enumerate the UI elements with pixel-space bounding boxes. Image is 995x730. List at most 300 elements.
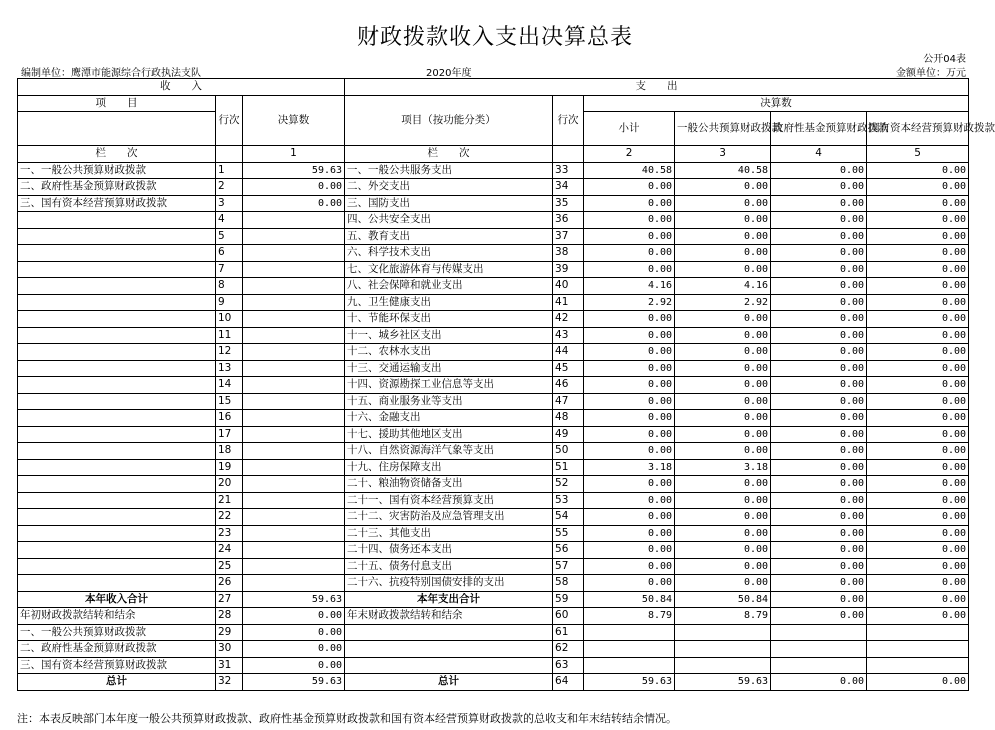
income-item-header: 项 目 <box>18 95 216 112</box>
income-row-no: 5 <box>216 228 243 245</box>
gov-fund-value: 0.00 <box>771 426 867 443</box>
table-row <box>18 195 969 212</box>
state-capital-value: 0.00 <box>867 195 969 212</box>
expense-item: 十四、资源勘探工业信息等支出 <box>345 377 553 394</box>
table-row <box>18 327 969 344</box>
footnote: 注：本表反映部门本年度一般公共预算财政拨款、政府性基金预算财政拨款和国有资本经营预算财政拨款的总收支和年末结转结余情况。 <box>17 712 677 725</box>
income-amount <box>243 393 345 410</box>
income-amount <box>243 542 345 559</box>
general-budget-value: 0.00 <box>675 360 771 377</box>
income-total-label: 本年收入合计 <box>18 591 216 608</box>
expense-row-no: 45 <box>553 360 584 377</box>
income-item <box>18 410 216 427</box>
subtotal-value: 0.00 <box>584 542 675 559</box>
gov-fund-value: 0.00 <box>771 492 867 509</box>
income-item <box>18 542 216 559</box>
expense-row-no: 63 <box>553 657 584 674</box>
gov-fund-value: 0.00 <box>771 245 867 262</box>
income-amount <box>243 245 345 262</box>
table-row <box>18 228 969 245</box>
state-capital-value: 0.00 <box>867 459 969 476</box>
subtotal-value: 0.00 <box>584 509 675 526</box>
general-budget-value: 0.00 <box>675 195 771 212</box>
expense-item: 九、卫生健康支出 <box>345 294 553 311</box>
state-capital-value: 0.00 <box>867 476 969 493</box>
table-row <box>18 459 969 476</box>
table-row <box>18 426 969 443</box>
subtotal-value: 0.00 <box>584 426 675 443</box>
table-row <box>18 476 969 493</box>
subtotal-value: 0.00 <box>584 492 675 509</box>
blank-cell <box>867 641 969 658</box>
table-row <box>18 492 969 509</box>
income-item <box>18 393 216 410</box>
col-index-1: 1 <box>243 146 345 163</box>
gov-fund-value: 0.00 <box>771 179 867 196</box>
income-amount: 59.63 <box>243 162 345 179</box>
income-row-no: 24 <box>216 542 243 559</box>
income-amount <box>243 426 345 443</box>
general-budget-value: 0.00 <box>675 212 771 229</box>
general-budget-value: 0.00 <box>675 410 771 427</box>
subtotal-value: 0.00 <box>584 195 675 212</box>
expense-row-no: 56 <box>553 542 584 559</box>
table-row <box>18 344 969 361</box>
table-row <box>18 393 969 410</box>
state-capital-value: 0.00 <box>867 162 969 179</box>
general-budget-value: 59.63 <box>675 674 771 691</box>
expense-row-no: 55 <box>553 525 584 542</box>
income-row-no: 21 <box>216 492 243 509</box>
income-amount <box>243 360 345 377</box>
general-budget-value: 0.00 <box>675 311 771 328</box>
gov-fund-value: 0.00 <box>771 344 867 361</box>
unit-info <box>21 64 201 79</box>
gov-fund-value: 0.00 <box>771 509 867 526</box>
expense-row-no: 64 <box>553 674 584 691</box>
income-item: 三、国有资本经营预算财政拨款 <box>18 195 216 212</box>
expense-row-no: 48 <box>553 410 584 427</box>
income-item <box>18 525 216 542</box>
expense-item: 二、外交支出 <box>345 179 553 196</box>
income-row-no: 28 <box>216 608 243 625</box>
income-amount <box>243 261 345 278</box>
income-item <box>18 575 216 592</box>
income-row-no: 15 <box>216 393 243 410</box>
form-code: 公开04表 <box>923 54 966 65</box>
income-amount <box>243 311 345 328</box>
general-budget-value: 50.84 <box>675 591 771 608</box>
blank-cell <box>584 624 675 641</box>
general-budget-value: 0.00 <box>675 393 771 410</box>
subtotal-value: 0.00 <box>584 327 675 344</box>
general-budget-value: 0.00 <box>675 476 771 493</box>
carry-in-item-label: 二、政府性基金预算财政拨款 <box>18 641 216 658</box>
income-header: 收 入 <box>18 79 345 96</box>
table-row <box>18 245 969 262</box>
expense-row-no: 33 <box>553 162 584 179</box>
subtotal-value: 0.00 <box>584 245 675 262</box>
gov-fund-value: 0.00 <box>771 278 867 295</box>
final-amount-group-header: 决算数 <box>584 95 969 112</box>
state-capital-value: 0.00 <box>867 443 969 460</box>
state-capital-value: 0.00 <box>867 674 969 691</box>
subtotal-value: 0.00 <box>584 261 675 278</box>
expense-item: 二十五、债务付息支出 <box>345 558 553 575</box>
expense-item: 十七、援助其他地区支出 <box>345 426 553 443</box>
expense-item: 十一、城乡社区支出 <box>345 327 553 344</box>
income-row-no: 4 <box>216 212 243 229</box>
state-capital-value: 0.00 <box>867 245 969 262</box>
blank-cell <box>675 641 771 658</box>
gov-fund-value: 0.00 <box>771 525 867 542</box>
income-amount <box>243 443 345 460</box>
income-item <box>18 459 216 476</box>
carry-in-item-amount: 0.00 <box>243 657 345 674</box>
gov-fund-value: 0.00 <box>771 327 867 344</box>
blank-cell <box>584 641 675 658</box>
table-row <box>18 657 969 674</box>
blank-cell <box>345 641 553 658</box>
income-item <box>18 212 216 229</box>
blank-cell <box>216 146 243 163</box>
col-index-2: 2 <box>584 146 675 163</box>
expense-item: 二十、粮油物资储备支出 <box>345 476 553 493</box>
expense-row-no: 49 <box>553 426 584 443</box>
subtotal-value: 4.16 <box>584 278 675 295</box>
income-amount <box>243 410 345 427</box>
income-row-no: 2 <box>216 179 243 196</box>
expense-row-no: 38 <box>553 245 584 262</box>
blank-cell <box>345 624 553 641</box>
gov-fund-value: 0.00 <box>771 162 867 179</box>
report-year: 2020年度 <box>426 68 472 79</box>
gov-fund-value: 0.00 <box>771 591 867 608</box>
income-amount <box>243 558 345 575</box>
general-budget-value: 0.00 <box>675 228 771 245</box>
expense-row-no: 46 <box>553 377 584 394</box>
table-row <box>18 443 969 460</box>
income-row-no: 29 <box>216 624 243 641</box>
blank-cell <box>771 641 867 658</box>
subtotal-value: 0.00 <box>584 410 675 427</box>
expense-row-no: 41 <box>553 294 584 311</box>
table-row <box>18 294 969 311</box>
expense-item: 十三、交通运输支出 <box>345 360 553 377</box>
expense-row-no: 53 <box>553 492 584 509</box>
income-item <box>18 228 216 245</box>
income-item-blank <box>18 112 216 146</box>
income-row-no: 7 <box>216 261 243 278</box>
carry-in-item-amount: 0.00 <box>243 624 345 641</box>
state-capital-value: 0.00 <box>867 360 969 377</box>
table-row <box>18 591 969 608</box>
subtotal-value: 40.58 <box>584 162 675 179</box>
state-capital-value: 0.00 <box>867 426 969 443</box>
expense-rowno-header: 行次 <box>553 95 584 146</box>
header-row-1 <box>18 79 969 96</box>
expense-item: 十、节能环保支出 <box>345 311 553 328</box>
income-row-no: 23 <box>216 525 243 542</box>
income-row-no: 11 <box>216 327 243 344</box>
blank-cell <box>771 624 867 641</box>
income-amount <box>243 228 345 245</box>
blank-cell <box>867 657 969 674</box>
state-capital-value: 0.00 <box>867 212 969 229</box>
expense-row-no: 39 <box>553 261 584 278</box>
income-amount <box>243 377 345 394</box>
table-row <box>18 212 969 229</box>
state-capital-value: 0.00 <box>867 542 969 559</box>
expense-item: 六、科学技术支出 <box>345 245 553 262</box>
subtotal-value: 2.92 <box>584 294 675 311</box>
income-item <box>18 492 216 509</box>
income-amount <box>243 459 345 476</box>
expense-row-no: 57 <box>553 558 584 575</box>
carry-out-label: 年末财政拨款结转和结余 <box>345 608 553 625</box>
state-capital-value: 0.00 <box>867 393 969 410</box>
expense-item: 四、公共安全支出 <box>345 212 553 229</box>
table-row <box>18 261 969 278</box>
income-item <box>18 311 216 328</box>
table-row <box>18 641 969 658</box>
carry-in-item-label: 一、一般公共预算财政拨款 <box>18 624 216 641</box>
subtotal-value: 8.79 <box>584 608 675 625</box>
general-budget-value: 4.16 <box>675 278 771 295</box>
state-capital-header: 国有资本经营预算财政拨款 <box>867 112 969 146</box>
income-row-no: 13 <box>216 360 243 377</box>
blank-cell <box>553 146 584 163</box>
table-row <box>18 558 969 575</box>
table-row <box>18 542 969 559</box>
expense-row-no: 60 <box>553 608 584 625</box>
income-item <box>18 443 216 460</box>
state-capital-value: 0.00 <box>867 575 969 592</box>
subtotal-value: 0.00 <box>584 344 675 361</box>
general-budget-value: 0.00 <box>675 327 771 344</box>
expense-row-no: 35 <box>553 195 584 212</box>
income-item <box>18 278 216 295</box>
income-item <box>18 327 216 344</box>
subtotal-value: 0.00 <box>584 443 675 460</box>
income-rowno-header: 行次 <box>216 95 243 146</box>
income-item <box>18 558 216 575</box>
subtotal-value: 0.00 <box>584 311 675 328</box>
state-capital-value: 0.00 <box>867 591 969 608</box>
blank-cell <box>675 657 771 674</box>
page-title: 财政拨款收入支出决算总表 <box>356 25 633 50</box>
expense-row-no: 37 <box>553 228 584 245</box>
income-amount <box>243 492 345 509</box>
subtotal-value: 0.00 <box>584 476 675 493</box>
table-row <box>18 377 969 394</box>
gov-fund-value: 0.00 <box>771 575 867 592</box>
state-capital-value: 0.00 <box>867 311 969 328</box>
expense-row-no: 59 <box>553 591 584 608</box>
state-capital-value: 0.00 <box>867 278 969 295</box>
income-row-no: 17 <box>216 426 243 443</box>
expense-item: 十二、农林水支出 <box>345 344 553 361</box>
table-row <box>18 525 969 542</box>
expense-item: 十五、商业服务业等支出 <box>345 393 553 410</box>
income-row-no: 8 <box>216 278 243 295</box>
expense-item: 十六、金融支出 <box>345 410 553 427</box>
table-row <box>18 624 969 641</box>
gov-fund-value: 0.00 <box>771 674 867 691</box>
subtotal-value: 0.00 <box>584 525 675 542</box>
income-row-no: 30 <box>216 641 243 658</box>
income-amount-header: 决算数 <box>243 95 345 146</box>
income-item <box>18 294 216 311</box>
state-capital-value: 0.00 <box>867 327 969 344</box>
income-row-no: 20 <box>216 476 243 493</box>
gov-fund-value: 0.00 <box>771 459 867 476</box>
gov-fund-value: 0.00 <box>771 558 867 575</box>
state-capital-value: 0.00 <box>867 344 969 361</box>
income-item <box>18 360 216 377</box>
subtotal-value: 50.84 <box>584 591 675 608</box>
subtotal-value: 0.00 <box>584 179 675 196</box>
income-amount: 0.00 <box>243 195 345 212</box>
state-capital-value: 0.00 <box>867 525 969 542</box>
income-row-no: 6 <box>216 245 243 262</box>
blank-cell <box>675 624 771 641</box>
state-capital-value: 0.00 <box>867 492 969 509</box>
income-amount <box>243 476 345 493</box>
carry-in-item-label: 三、国有资本经营预算财政拨款 <box>18 657 216 674</box>
expense-row-no: 54 <box>553 509 584 526</box>
income-amount <box>243 509 345 526</box>
fiscal-summary-table <box>17 78 995 691</box>
general-budget-value: 8.79 <box>675 608 771 625</box>
state-capital-value: 0.00 <box>867 179 969 196</box>
income-row-no: 12 <box>216 344 243 361</box>
expense-total-label: 本年支出合计 <box>345 591 553 608</box>
carry-in-amount: 0.00 <box>243 608 345 625</box>
income-amount <box>243 575 345 592</box>
income-amount <box>243 212 345 229</box>
income-amount <box>243 327 345 344</box>
gov-fund-value: 0.00 <box>771 608 867 625</box>
blank-cell <box>345 657 553 674</box>
expense-item: 七、文化旅游体育与传媒支出 <box>345 261 553 278</box>
table-row <box>18 162 969 179</box>
income-item <box>18 426 216 443</box>
expense-row-no: 43 <box>553 327 584 344</box>
state-capital-value: 0.00 <box>867 294 969 311</box>
gov-fund-value: 0.00 <box>771 311 867 328</box>
amount-unit: 金额单位：万元 <box>896 68 966 79</box>
income-row-no: 10 <box>216 311 243 328</box>
income-item <box>18 245 216 262</box>
income-column-label: 栏 次 <box>18 146 216 163</box>
income-row-no: 18 <box>216 443 243 460</box>
subtotal-value: 0.00 <box>584 212 675 229</box>
income-item: 一、一般公共预算财政拨款 <box>18 162 216 179</box>
subtotal-value: 0.00 <box>584 393 675 410</box>
income-item <box>18 377 216 394</box>
subtotal-value: 0.00 <box>584 360 675 377</box>
income-row-no: 19 <box>216 459 243 476</box>
income-row-no: 3 <box>216 195 243 212</box>
income-item <box>18 344 216 361</box>
income-row-no: 22 <box>216 509 243 526</box>
column-index-row <box>18 146 969 163</box>
carry-in-item-amount: 0.00 <box>243 641 345 658</box>
gov-fund-value: 0.00 <box>771 476 867 493</box>
unit-name: 鹰潭市能源综合行政执法支队 <box>71 68 201 79</box>
expense-row-no: 58 <box>553 575 584 592</box>
income-row-no: 32 <box>216 674 243 691</box>
gov-fund-value: 0.00 <box>771 195 867 212</box>
subtotal-header: 小计 <box>584 112 675 146</box>
state-capital-value: 0.00 <box>867 261 969 278</box>
unit-label: 编制单位： <box>21 68 71 79</box>
income-amount <box>243 294 345 311</box>
general-budget-header: 一般公共预算财政拨款 <box>675 112 771 146</box>
gov-fund-value: 0.00 <box>771 377 867 394</box>
subtotal-value: 0.00 <box>584 228 675 245</box>
income-row-no: 14 <box>216 377 243 394</box>
general-budget-value: 0.00 <box>675 575 771 592</box>
income-row-no: 31 <box>216 657 243 674</box>
carry-in-label: 年初财政拨款结转和结余 <box>18 608 216 625</box>
gov-fund-value: 0.00 <box>771 212 867 229</box>
table-row <box>18 509 969 526</box>
expense-item: 二十一、国有资本经营预算支出 <box>345 492 553 509</box>
general-budget-value: 0.00 <box>675 542 771 559</box>
expense-item: 二十三、其他支出 <box>345 525 553 542</box>
table-row <box>18 410 969 427</box>
expense-item: 八、社会保障和就业支出 <box>345 278 553 295</box>
general-budget-value: 0.00 <box>675 443 771 460</box>
expense-item: 二十四、债务还本支出 <box>345 542 553 559</box>
expense-row-no: 50 <box>553 443 584 460</box>
table-row <box>18 278 969 295</box>
income-row-no: 16 <box>216 410 243 427</box>
subtotal-value: 3.18 <box>584 459 675 476</box>
general-budget-value: 0.00 <box>675 558 771 575</box>
gov-fund-value: 0.00 <box>771 410 867 427</box>
gov-fund-value: 0.00 <box>771 393 867 410</box>
expense-item: 十八、自然资源海洋气象等支出 <box>345 443 553 460</box>
expense-row-no: 62 <box>553 641 584 658</box>
income-amount <box>243 525 345 542</box>
income-row-no: 9 <box>216 294 243 311</box>
expense-row-no: 34 <box>553 179 584 196</box>
expense-row-no: 61 <box>553 624 584 641</box>
expense-row-no: 40 <box>553 278 584 295</box>
expense-row-no: 47 <box>553 393 584 410</box>
expense-column-label: 栏 次 <box>345 146 553 163</box>
subtotal-value: 0.00 <box>584 377 675 394</box>
expense-item: 三、国防支出 <box>345 195 553 212</box>
grand-income-label: 总计 <box>18 674 216 691</box>
gov-fund-value: 0.00 <box>771 360 867 377</box>
income-row-no: 1 <box>216 162 243 179</box>
gov-fund-value: 0.00 <box>771 443 867 460</box>
general-budget-value: 0.00 <box>675 509 771 526</box>
col-index-4: 4 <box>771 146 867 163</box>
expense-item: 一、一般公共服务支出 <box>345 162 553 179</box>
income-total-amount: 59.63 <box>243 591 345 608</box>
expense-row-no: 36 <box>553 212 584 229</box>
state-capital-value: 0.00 <box>867 608 969 625</box>
income-item: 二、政府性基金预算财政拨款 <box>18 179 216 196</box>
gov-fund-header: 政府性基金预算财政拨款 <box>771 112 867 146</box>
expense-row-no: 51 <box>553 459 584 476</box>
general-budget-value: 0.00 <box>675 179 771 196</box>
